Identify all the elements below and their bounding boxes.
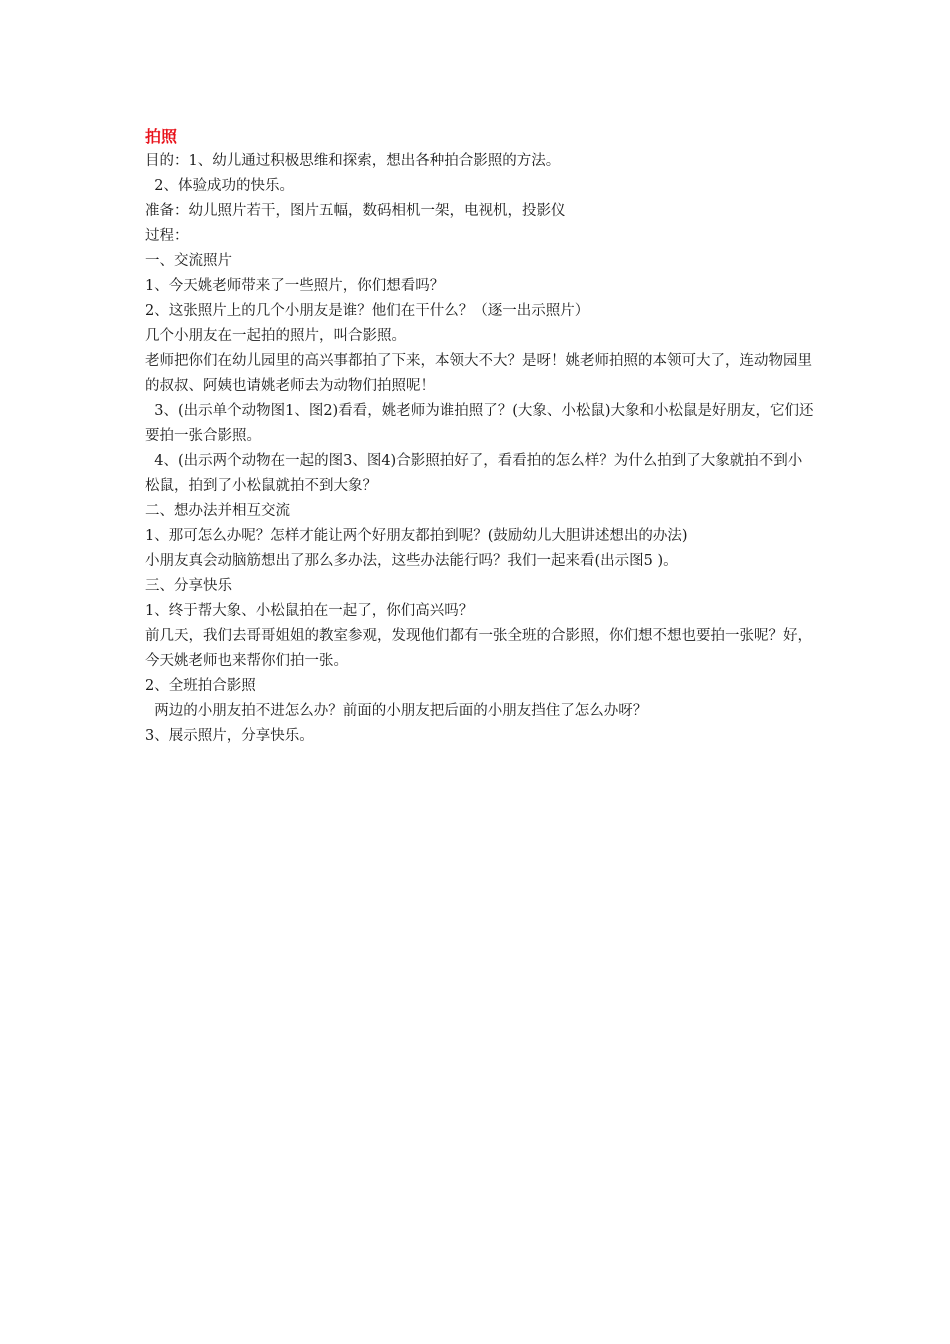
process-heading: 过程：	[145, 228, 189, 244]
paragraph: 1、终于帮大象、小松鼠拍在一起了，你们高兴吗？	[145, 603, 474, 619]
document-title: 拍照	[145, 127, 178, 146]
paragraph: 1、那可怎么办呢？怎样才能让两个好朋友都拍到呢？(鼓励幼儿大胆讲述想出的办法)	[145, 528, 688, 544]
document-body	[145, 124, 815, 749]
paragraph: 前几天，我们去哥哥姐姐的教室参观，发现他们都有一张全班的合影照，你们想不想也要拍一张呢？好，今天姚老师也来帮你们拍一张。	[145, 628, 812, 669]
paragraph: 小朋友真会动脑筋想出了那么多办法，这些办法能行吗？我们一起来看(出示图5 )。	[145, 553, 678, 569]
section-heading-2: 二、想办法并相互交流	[145, 503, 290, 519]
paragraph: 2、这张照片上的几个小朋友是谁？他们在干什么？（逐一出示照片）	[145, 303, 590, 319]
paragraph: 老师把你们在幼儿园里的高兴事都拍了下来，本领大不大？是呀！姚老师拍照的本领可大了，连动物园里的叔叔、阿姨也请姚老师去为动物们拍照呢！	[145, 353, 812, 394]
paragraph: 几个小朋友在一起拍的照片，叫合影照。	[145, 328, 406, 344]
paragraph: 两边的小朋友拍不进怎么办？前面的小朋友把后面的小朋友挡住了怎么办呀？	[145, 703, 648, 719]
section-heading-1: 一、交流照片	[145, 253, 232, 269]
paragraph: 2、全班拍合影照	[145, 678, 256, 694]
paragraph: 3、展示照片，分享快乐。	[145, 728, 314, 744]
goal-line-2: 2、体验成功的快乐。	[145, 178, 294, 194]
paragraph: 4、(出示两个动物在一起的图3、图4)合影照拍好了，看看拍的怎么样？为什么拍到了大象就拍不到小松鼠，拍到了小松鼠就拍不到大象？	[145, 453, 803, 494]
paragraph: 3、(出示单个动物图1、图2)看看，姚老师为谁拍照了？(大象、小松鼠)大象和小松鼠是好朋友，它们还要拍一张合影照。	[145, 403, 814, 444]
section-heading-3: 三、分享快乐	[145, 578, 232, 594]
paragraph: 1、今天姚老师带来了一些照片，你们想看吗？	[145, 278, 445, 294]
preparation-line: 准备：幼儿照片若干，图片五幅，数码相机一架，电视机，投影仪	[145, 203, 566, 219]
goal-line: 目的：1、幼儿通过积极思维和探索，想出各种拍合影照的方法。	[145, 153, 561, 169]
